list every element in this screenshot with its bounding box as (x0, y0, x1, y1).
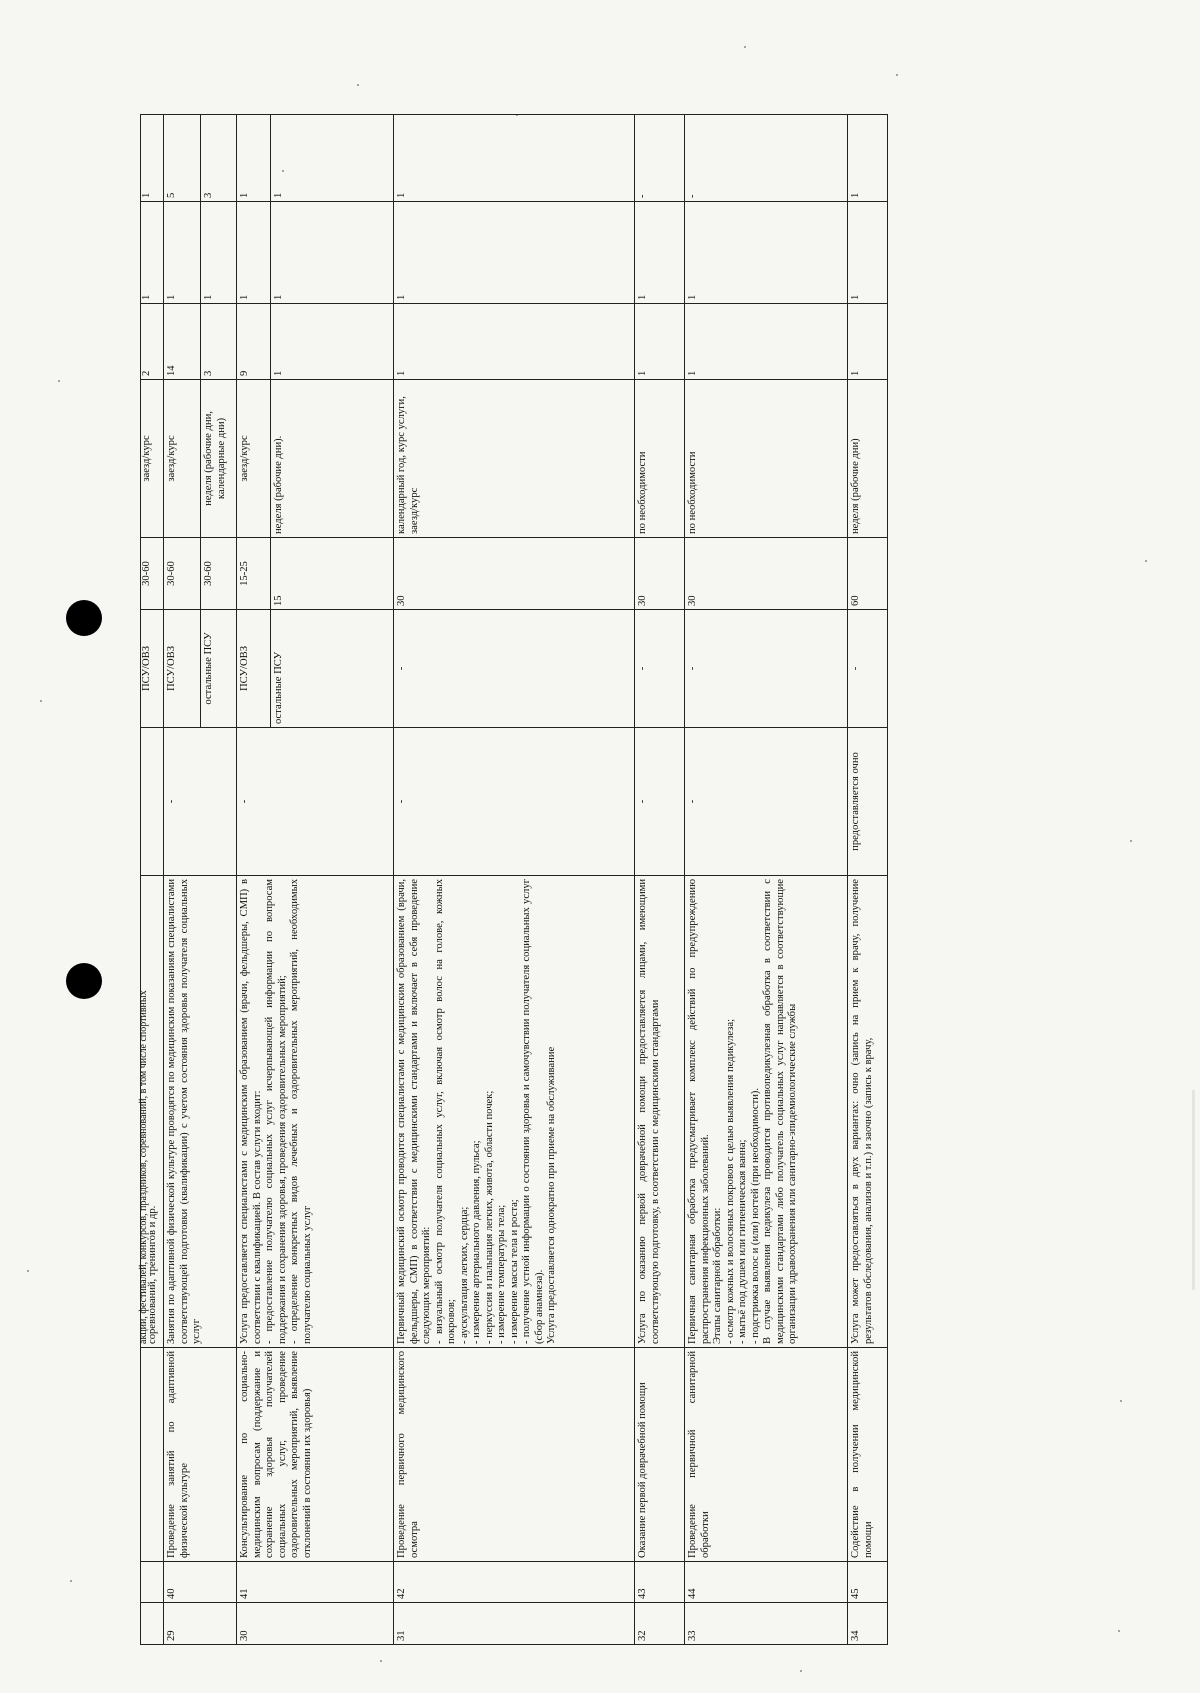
service-code: 42 (394, 1562, 635, 1603)
unit-cell: неделя (рабочие дни). (271, 380, 394, 538)
unit-cell: календарный год, курс услуги, заезд/курс (394, 380, 635, 538)
scan-speck (1145, 560, 1147, 562)
group-cell: ПСУ/ОВЗ (141, 610, 164, 728)
form-cell: - (237, 728, 394, 876)
volume-cell: 1 (271, 304, 394, 380)
bullet-line: - подстрижка волос и (или) ногтей (при необходимости). (749, 1087, 761, 1344)
volume-cell: 9 (237, 304, 271, 380)
service-name: Оказание первой доврачебной помощи (635, 1348, 685, 1562)
form-cell: предоставляется очно (848, 728, 888, 876)
form-cell: - (164, 728, 237, 876)
table-row (848, 115, 888, 1645)
row-number: 32 (635, 1603, 685, 1645)
description-cell (138, 876, 164, 1348)
row-number: 29 (164, 1603, 237, 1645)
group-cell: остальные ПСУ (271, 610, 394, 728)
unit-cell: заезд/курс (141, 380, 164, 538)
service-code: 40 (164, 1562, 237, 1603)
volume-cell: 1 (848, 304, 888, 380)
punch-hole (66, 963, 102, 999)
service-code: 41 (237, 1562, 394, 1603)
scan-speck (357, 84, 359, 86)
unit-cell: заезд/курс (237, 380, 271, 538)
time-cell: 60 (848, 538, 888, 610)
ratio-cell: 1 (237, 202, 271, 304)
ratio-cell: 1 (271, 202, 394, 304)
group-cell: - (848, 610, 888, 728)
time-cell: 30-60 (201, 538, 237, 610)
time-cell: 30-60 (141, 538, 164, 610)
description-cell: Услуга может предоставляться в двух вариантах: очно (запись на прием к врачу, получение результатов обследования, анализов и т.п.) и заочно (запись к врачу, (848, 876, 888, 1348)
bullet-line: - визуальный осмотр получателя социальных услуг, включая осмотр волос на голове, кожных покровов; (433, 879, 457, 1344)
bullet-line: В случае выявления педикулеза проводится противопедикулезная обработка в соответствии с медицинскими стандартами либо получатель социальных услуг направляется в соответствующие организации здравоохранения или санитарно-эпидемиологические службы (762, 879, 798, 1344)
table-row (141, 115, 164, 1645)
time-cell: 15-25 (237, 538, 271, 610)
scan-speck (896, 74, 898, 76)
table-row (635, 115, 685, 1645)
service-name: Проведение занятий по адаптивной физической культуре (164, 1348, 237, 1562)
table-row (164, 115, 201, 1645)
scan-speck (1120, 1400, 1122, 1402)
scan-speck (1118, 1630, 1120, 1632)
table-row (685, 115, 848, 1645)
row-number: 33 (685, 1603, 848, 1645)
description-cell (394, 876, 635, 1348)
description-text: Первичный медицинский осмотр проводится специалистами с медицинским образованием (врачи, фельдшеры, СМП) в соответствии с медицинскими стандартами и включает в себя проведение следующих мероприятий: (396, 879, 432, 1344)
bullet-line: - получение устной информации о состоянии здоровья и самочувствии получателя социальных услуг (сбор анамнеза). (521, 879, 545, 1344)
description-text: Услуга предоставляется специалистами с медицинским образованием (врачи, фельдшеры, СМП) в соответствии с квалификацией. В состав услуги входит: (239, 879, 263, 1344)
description-cell: Услуга по оказанию первой доврачебной помощи предоставляется лицами, имеющими соответствующую подготовку, в соответствии с медицинскими стандартами (635, 876, 685, 1348)
description-cell (685, 876, 848, 1348)
service-name: Содействие в получении медицинской помощи (848, 1348, 888, 1562)
time-cell: 30-60 (164, 538, 201, 610)
punch-hole (66, 600, 102, 636)
form-cell: - (685, 728, 848, 876)
scan-speck (40, 700, 42, 702)
service-name: Проведение первичного медицинского осмотра (394, 1348, 635, 1562)
volume-cell: 1 (685, 304, 848, 380)
count-cell: 1 (848, 115, 888, 202)
table-cell (141, 1348, 164, 1562)
service-name: Проведение первичной санитарной обработки (685, 1348, 848, 1562)
unit-cell: по необходимости (635, 380, 685, 538)
bullet-line: - мытьё под душем или гигиеническая ванна; (737, 1139, 748, 1344)
service-code: 45 (848, 1562, 888, 1603)
ratio-cell: 1 (685, 202, 848, 304)
volume-cell: 2 (141, 304, 164, 380)
ratio-cell: 1 (164, 202, 201, 304)
count-cell: - (635, 115, 685, 202)
rotated-table-container (140, 115, 935, 1645)
time-cell: 30 (635, 538, 685, 610)
bullet-line: - аускультация легких, сердца; (458, 1206, 470, 1344)
group-cell: остальные ПСУ (201, 610, 237, 728)
form-cell: - (394, 728, 635, 876)
table-cell (141, 1562, 164, 1603)
bullet-line: - измерение температуры тела; (496, 1204, 507, 1344)
unit-cell: заезд/курс (164, 380, 201, 538)
group-cell: - (394, 610, 635, 728)
service-code: 43 (635, 1562, 685, 1603)
scan-speck (744, 46, 746, 48)
cut-text-line: акции, фестивалей, конкурсов, праздников, соревнований, в том числе спортивных (138, 990, 149, 1344)
time-cell: 30 (685, 538, 848, 610)
ratio-cell: 1 (635, 202, 685, 304)
group-cell: - (635, 610, 685, 728)
scan-speck (1130, 840, 1132, 842)
row-number: 34 (848, 1603, 888, 1645)
bullet-line: - измерение массы тела и роста; (508, 1199, 520, 1344)
scan-speck (380, 1660, 382, 1662)
volume-cell: 1 (635, 304, 685, 380)
scan-speck (70, 1580, 72, 1582)
bullet-line: - предоставление получателю социальных услуг исчерпывающей информации по вопросам поддержания и сохранения здоровья, проведения оздоровительных мероприятий; (264, 879, 288, 1344)
count-cell: 1 (394, 115, 635, 202)
description-text: соревнований, тренингов и др. (147, 1205, 158, 1344)
table-row (237, 115, 271, 1645)
scan-edge-mark (1192, 1090, 1195, 1290)
time-cell: 30 (394, 538, 635, 610)
count-cell: - (685, 115, 848, 202)
bullet-line: Услуга предоставляется однократно при приеме на обслуживание (546, 1046, 557, 1344)
service-code: 44 (685, 1562, 848, 1603)
description-cell (237, 876, 394, 1348)
description-cell: Занятия по адаптивной физической культуре проводятся по медицинским показаниям специалистами соответствующей подготовки (квалификации) с учетом состояния здоровья получателя социальных услуг (164, 876, 237, 1348)
count-cell: 1 (237, 115, 271, 202)
ratio-cell: 1 (141, 202, 164, 304)
ratio-cell: 1 (201, 202, 237, 304)
bullet-line: - определение конкретных видов лечебных и оздоровительных мероприятий, необходимых получателю социальных услуг (289, 879, 313, 1344)
bullet-line: - измерение артериального давления, пульса; (471, 1140, 482, 1344)
count-cell: 5 (164, 115, 201, 202)
group-cell: ПСУ/ОВЗ (237, 610, 271, 728)
count-cell: 1 (271, 115, 394, 202)
unit-cell: по необходимости (685, 380, 848, 538)
group-cell: ПСУ/ОВЗ (164, 610, 201, 728)
ratio-cell: 1 (394, 202, 635, 304)
scan-speck (27, 1270, 29, 1272)
volume-cell: 14 (164, 304, 201, 380)
scan-speck (58, 380, 60, 382)
volume-cell: 1 (394, 304, 635, 380)
scan-speck (800, 1670, 802, 1672)
description-text: Первичная санитарная обработка предусматривает комплекс действий по предупреждению распространения инфекционных заболеваний. (687, 879, 711, 1344)
ratio-cell: 1 (848, 202, 888, 304)
services-table (140, 114, 888, 1645)
group-cell: - (685, 610, 848, 728)
unit-cell: неделя (рабочие дни) (848, 380, 888, 538)
bullet-line: - осмотр кожных и волосяных покровов с целью выявления педикулеза; (724, 1018, 736, 1344)
form-cell: - (635, 728, 685, 876)
service-name: Консультирование по социально-медицинским вопросам (поддержание и сохранение здоровья получателей социальных услуг, проведение оздоровительных мероприятий, выявление отклонений в состоянии их здоровья) (237, 1348, 394, 1562)
bullet-line: Этапы санитарной обработки: (712, 1207, 723, 1344)
time-cell: 15 (271, 538, 394, 610)
count-cell: 1 (141, 115, 164, 202)
bullet-line: - перкуссия и пальпация легких, живота, области почек; (483, 1090, 495, 1344)
unit-cell: неделя (рабочие дни, календарные дни) (201, 380, 237, 538)
table-row (394, 115, 635, 1645)
count-cell: 3 (201, 115, 237, 202)
volume-cell: 3 (201, 304, 237, 380)
table-cell (141, 728, 164, 876)
row-number: 30 (237, 1603, 394, 1645)
table-cell (141, 1603, 164, 1645)
row-number: 31 (394, 1603, 635, 1645)
